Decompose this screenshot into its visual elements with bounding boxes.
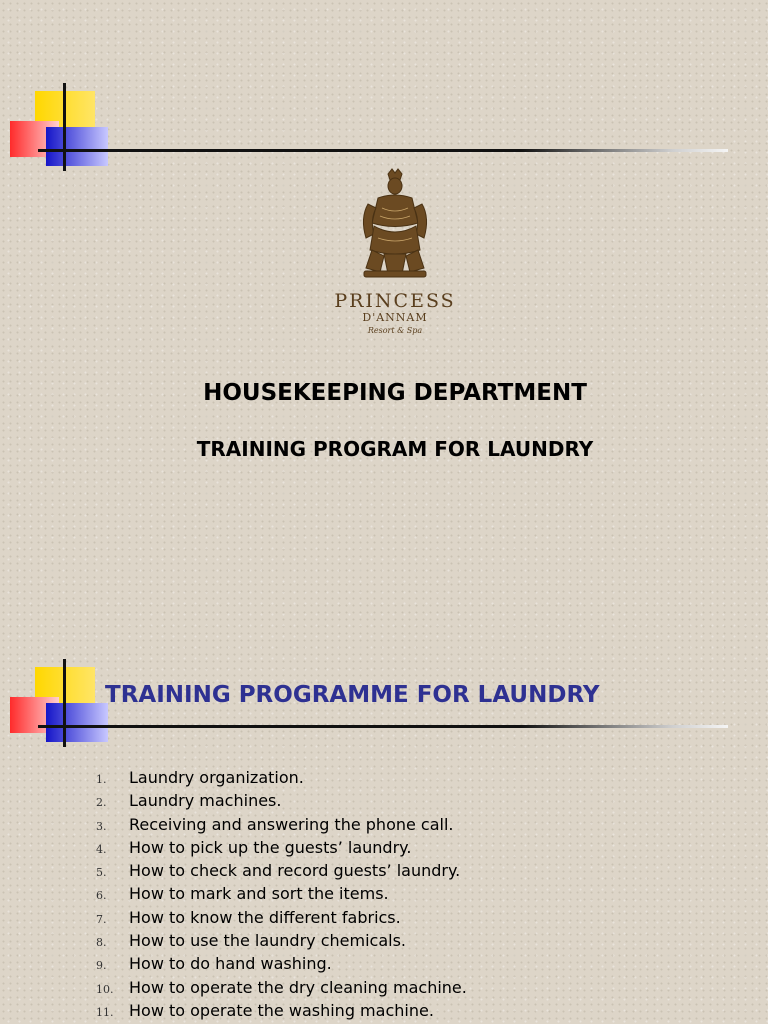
list-item xyxy=(96,815,467,838)
list-item-number: 10. xyxy=(96,982,114,996)
list-item-number: 4. xyxy=(96,842,107,856)
list-item-text: How to pick up the guests’ laundry. xyxy=(129,837,412,857)
list-item xyxy=(96,1001,467,1024)
blue-square xyxy=(46,127,108,166)
princess-dannam-logo xyxy=(330,168,460,335)
corner-decoration xyxy=(0,512,768,762)
list-item-number: 6. xyxy=(96,889,107,903)
list-item xyxy=(96,954,467,977)
section-heading: TRAINING PROGRAMME FOR LAUNDRY xyxy=(105,682,600,708)
list-item-number: 9. xyxy=(96,959,107,973)
royal-figure-emblem-icon xyxy=(330,168,460,283)
list-item-number: 8. xyxy=(96,936,107,950)
page-subtitle: TRAINING PROGRAM FOR LAUNDRY xyxy=(196,437,594,461)
list-item-number: 11. xyxy=(96,1005,114,1019)
list-item-number: 5. xyxy=(96,866,107,880)
list-item xyxy=(96,884,467,907)
list-item xyxy=(96,931,467,954)
list-item-number: 7. xyxy=(96,912,107,926)
brand-name: PRINCESS xyxy=(334,290,456,312)
list-item-text: How to use the laundry chemicals. xyxy=(129,931,406,951)
blue-square xyxy=(46,703,108,742)
agenda-slide xyxy=(0,512,768,1024)
horizontal-rule xyxy=(38,725,728,728)
list-item xyxy=(96,978,467,1001)
vertical-rule xyxy=(63,659,66,747)
list-item-text: Receiving and answering the phone call. xyxy=(129,814,454,834)
list-item-text: Laundry machines. xyxy=(129,791,282,811)
list-item-number: 2. xyxy=(96,796,107,810)
list-item-text: How to mark and sort the items. xyxy=(129,884,389,904)
list-item-text: How to do hand washing. xyxy=(129,954,332,974)
vertical-rule xyxy=(63,83,66,171)
list-item xyxy=(96,838,467,861)
list-item-text: Laundry organization. xyxy=(129,768,304,787)
list-item xyxy=(96,791,467,814)
list-item-text: How to check and record guests’ laundry. xyxy=(129,861,461,881)
list-item-text: How to operate the washing machine. xyxy=(129,1000,434,1020)
list-item xyxy=(96,908,467,931)
horizontal-rule xyxy=(38,149,728,152)
list-item-number: 3. xyxy=(96,819,107,833)
list-item xyxy=(96,861,467,884)
brand-subname: D'ANNAM xyxy=(362,311,428,324)
list-item-number: 1. xyxy=(96,773,107,786)
list-item-text: How to know the different fabrics. xyxy=(129,907,401,927)
list-item-text: How to operate the dry cleaning machine. xyxy=(129,977,467,997)
list-item xyxy=(96,768,467,791)
brand-tagline: Resort & Spa xyxy=(367,326,423,335)
training-topic-list xyxy=(96,768,467,1024)
page-title: HOUSEKEEPING DEPARTMENT xyxy=(203,380,587,406)
